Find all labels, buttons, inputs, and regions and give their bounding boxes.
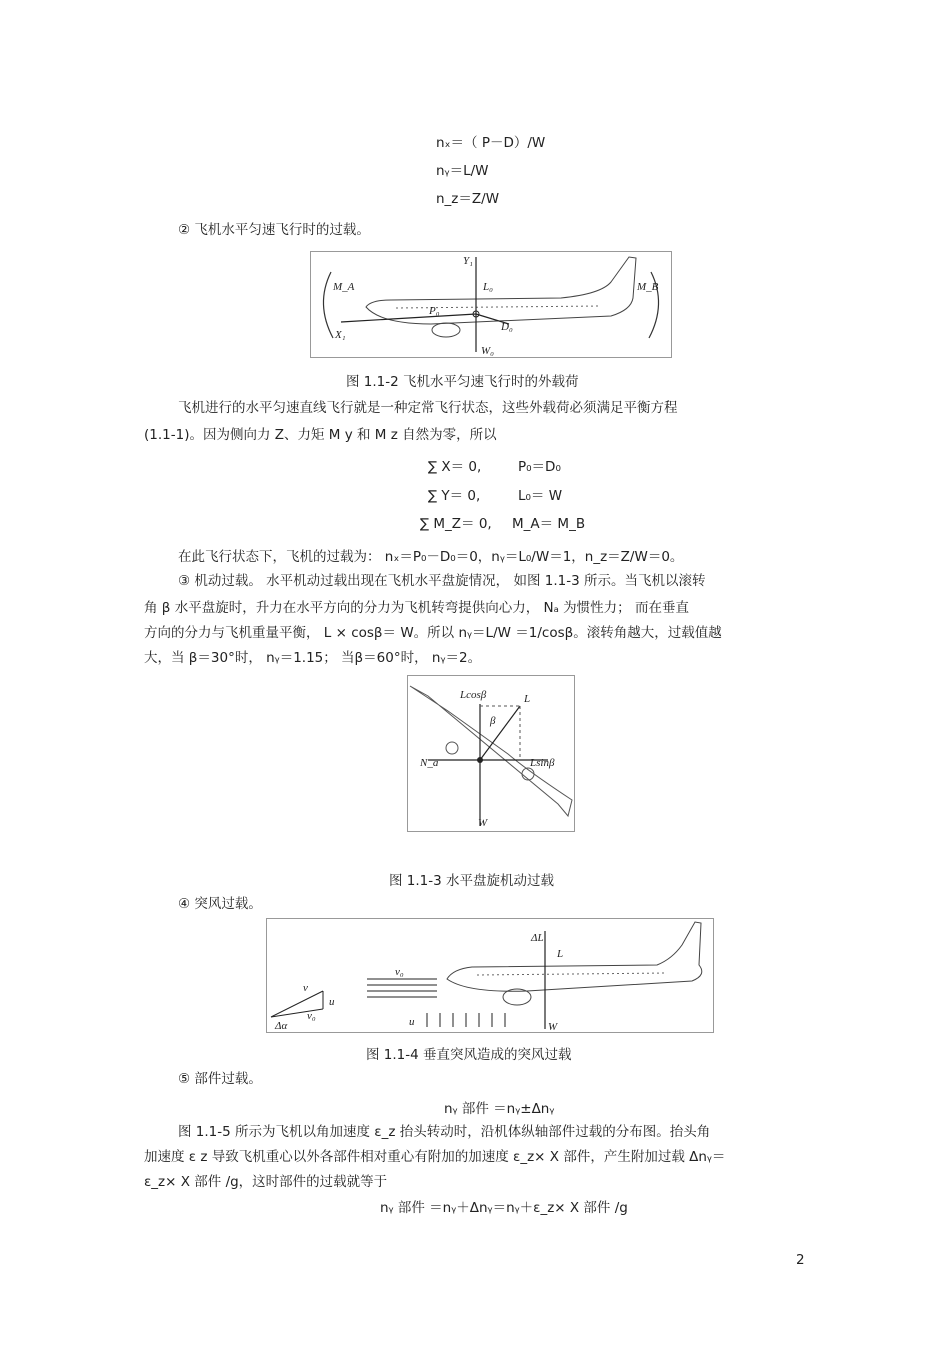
label-mb: M_B <box>637 281 659 293</box>
balance-x-left: ∑ X＝ 0, <box>428 459 482 475</box>
paragraph-2: 在此飞行状态下，飞机的过载为： nₓ＝P₀－D₀＝0，nᵧ＝L₀/W＝1，n_z＝Z/W＝0。 <box>178 549 684 565</box>
balance-mz-right: M_A＝ M_B <box>512 516 586 532</box>
equation-component-overload: nᵧ 部件 ＝nᵧ±Δnᵧ <box>444 1101 555 1117</box>
figure-1-1-4 <box>266 918 714 1033</box>
paragraph-5-line-3: ε_z× X 部件 /g，这时部件的过载就等于 <box>144 1174 388 1190</box>
balance-mz-left: ∑ M_Z＝ 0, <box>420 516 492 532</box>
equation-nz: n_z＝Z/W <box>436 191 500 207</box>
banked-turn-diagram <box>408 676 574 831</box>
label-w: W <box>548 1021 558 1032</box>
label-l0: L₀ <box>483 281 493 293</box>
balance-y-left: ∑ Y＝ 0, <box>428 488 481 504</box>
label-na: N_a <box>420 757 439 769</box>
figure-caption-1-1-4: 图 1.1-4 垂直突风造成的突风过载 <box>366 1047 572 1063</box>
label-v: v <box>303 982 308 994</box>
balance-x-right: P₀＝D₀ <box>518 459 561 475</box>
paragraph-1-line-1: 飞机进行的水平匀速直线飞行就是一种定常飞行状态，这些外载荷必须满足平衡方程 <box>178 400 678 416</box>
equation-nx: nₓ＝（ P－D）/W <box>436 135 546 151</box>
label-x1: X₁ <box>335 329 346 341</box>
section-heading-2: ② 飞机水平匀速飞行时的过载。 <box>178 222 370 238</box>
label-lcos: Lcosβ <box>460 689 487 701</box>
paragraph-3-line-2: 角 β 水平盘旋时，升力在水平方向的分力为飞机转弯提供向心力， Nₐ 为惯性力； 而在垂直 <box>144 600 689 616</box>
figure-1-1-2 <box>310 251 672 358</box>
equation-ny: nᵧ＝L/W <box>436 163 489 179</box>
label-v0-flow: v₀ <box>395 966 404 978</box>
figure-1-1-3 <box>407 675 575 832</box>
label-p0: P₀ <box>429 305 440 317</box>
section-heading-5: ⑤ 部件过载。 <box>178 1071 262 1087</box>
label-l: L <box>557 948 564 960</box>
section-heading-4: ④ 突风过载。 <box>178 896 262 912</box>
label-lsin: Lsinβ <box>530 757 555 769</box>
label-beta: β <box>490 715 496 727</box>
label-l: L <box>524 693 531 705</box>
label-u-triangle: u <box>329 996 335 1008</box>
paragraph-5-line-2: 加速度 ε z 导致飞机重心以外各部件相对重心有附加的加速度 ε_z× X 部件，产生附加过载 Δnᵧ＝ <box>144 1149 726 1165</box>
label-w0: W₀ <box>481 345 494 357</box>
label-ma: M_A <box>333 281 355 293</box>
label-delta-alpha: Δα <box>275 1020 288 1032</box>
balance-y-right: L₀＝ W <box>518 488 563 504</box>
label-u-gust: u <box>409 1016 415 1028</box>
label-d0: D₀ <box>501 321 513 333</box>
paragraph-5-line-1: 图 1.1-5 所示为飞机以角加速度 ε_z 抬头转动时，沿机体纵轴部件过载的分布图。抬头角 <box>178 1124 711 1140</box>
gust-load-diagram <box>267 919 713 1032</box>
equation-final: nᵧ 部件 ＝nᵧ＋Δnᵧ＝nᵧ＋ε_z× X 部件 /g <box>380 1200 628 1216</box>
paragraph-1-line-2: (1.1-1)。因为侧向力 Z、力矩 M y 和 M z 自然为零，所以 <box>144 427 497 443</box>
label-y1: Y₁ <box>463 255 473 267</box>
figure-caption-1-1-2: 图 1.1-2 飞机水平匀速飞行时的外载荷 <box>346 374 579 390</box>
label-v0-triangle: v₀ <box>307 1010 316 1022</box>
label-delta-l: ΔL <box>531 932 544 944</box>
label-w: W <box>478 817 488 829</box>
paragraph-3-line-4: 大，当 β＝30°时， nᵧ＝1.15； 当β＝60°时， nᵧ＝2。 <box>144 650 482 666</box>
paragraph-3-line-1: ③ 机动过载。 水平机动过载出现在飞机水平盘旋情况， 如图 1.1-3 所示。当飞机以滚转 <box>178 573 706 589</box>
paragraph-3-line-3: 方向的分力与飞机重量平衡， L × cosβ＝ W。所以 nᵧ＝L/W ＝1/cosβ。滚转角越大，过载值越 <box>144 625 722 641</box>
figure-caption-1-1-3: 图 1.1-3 水平盘旋机动过载 <box>389 873 555 889</box>
level-flight-diagram <box>311 252 671 357</box>
page-number: 2 <box>796 1252 805 1268</box>
